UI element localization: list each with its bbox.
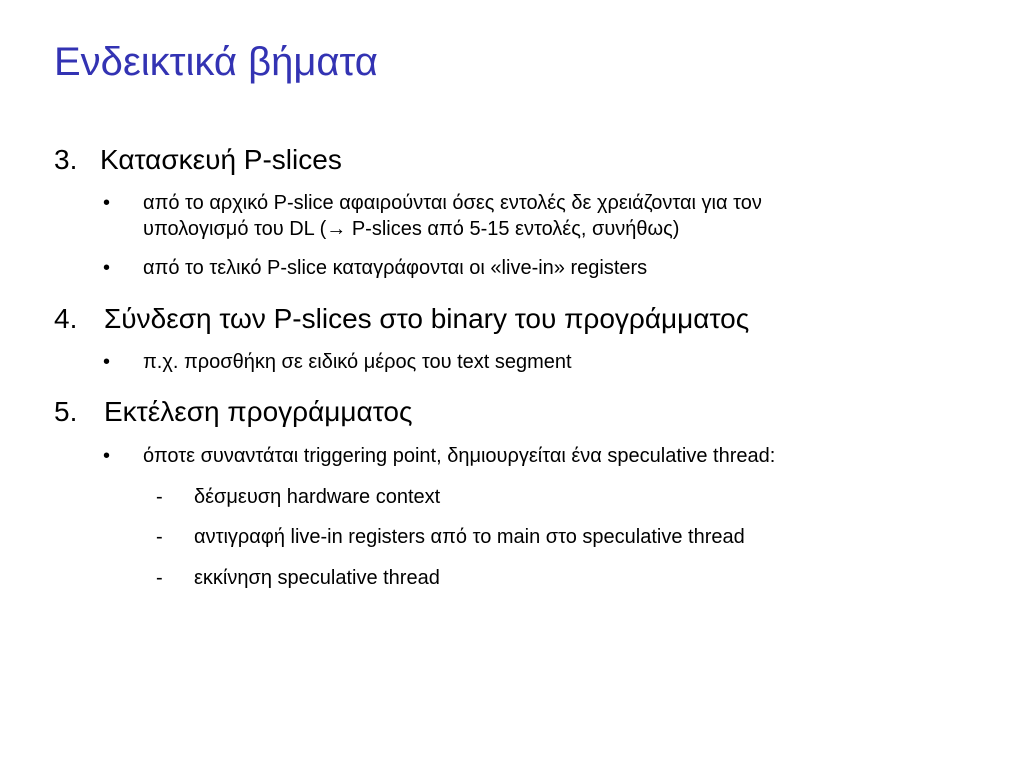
step-number: 3. [54,144,78,175]
step-heading-text: Σύνδεση των P-slices στο binary του προγράμματος [104,303,750,334]
bullet-marker: • [103,192,111,214]
bullet-marker: • [103,351,111,373]
dash-marker: - [156,486,163,508]
bullet-text: από το τελικό P-slice καταγράφονται οι «live-in» registers [143,257,648,279]
bullet-marker: • [103,257,111,279]
step-heading-text: Εκτέλεση προγράμματος [104,396,413,427]
bullet-text: από το αρχικό P-slice αφαιρούνται όσες εντολές δε χρειάζονται για τον [143,192,762,214]
step-number: 5. [54,396,78,427]
sub-item-text: αντιγραφή live-in registers από το main στο speculative thread [194,526,745,548]
dash-marker: - [156,567,163,589]
dash-marker: - [156,526,163,548]
step-number: 4. [54,303,78,334]
bullet-text: υπολογισμό του DL (→ P-slices από 5-15 εντολές, συνήθως) [143,218,680,240]
bullet-marker: • [103,445,111,467]
sub-item-text: εκκίνηση speculative thread [194,567,440,589]
bullet-text: π.χ. προσθήκη σε ειδικό μέρος του text segment [143,351,572,373]
sub-item-text: δέσμευση hardware context [194,486,441,508]
step-heading-text: Κατασκευή P-slices [100,144,342,175]
slide-title: Ενδεικτικά βήματα [54,40,378,84]
bullet-text: όποτε συναντάται triggering point, δημιουργείται ένα speculative thread: [143,445,776,467]
